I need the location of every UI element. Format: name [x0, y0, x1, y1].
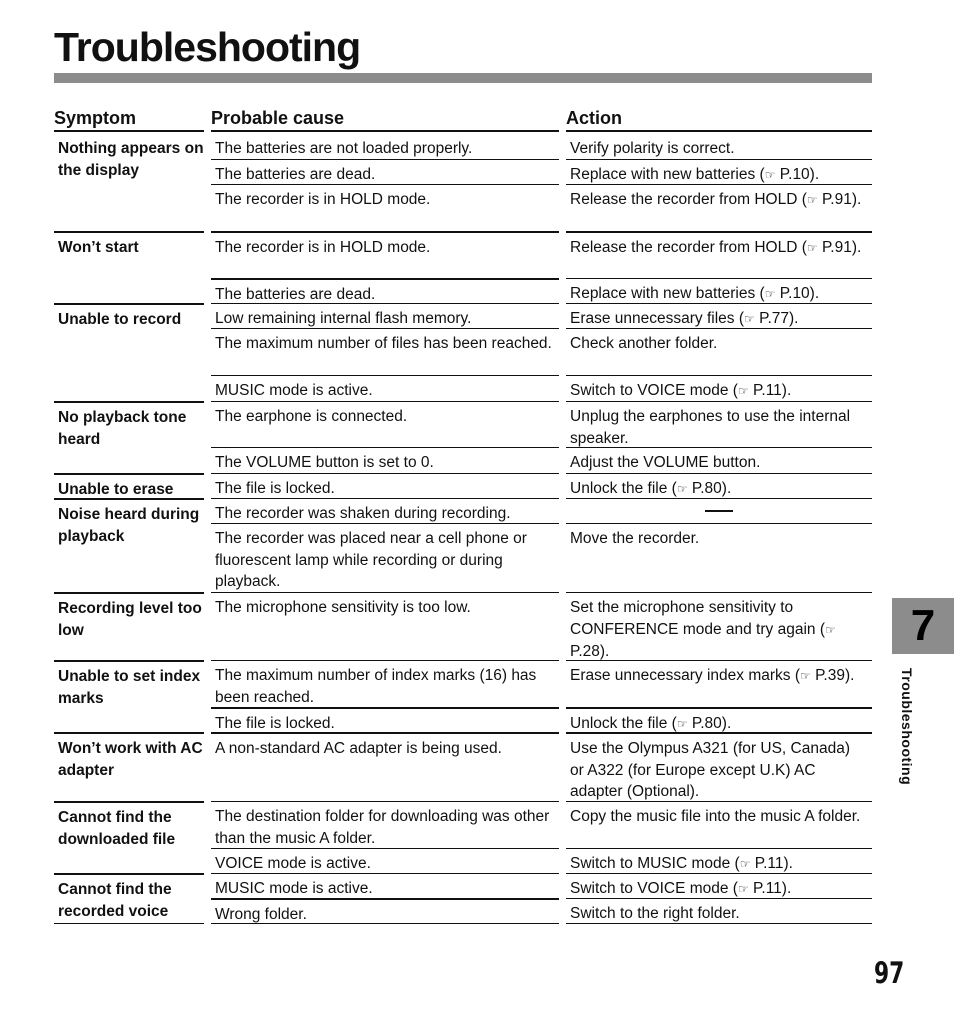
- cause-cell: The recorder was placed near a cell phone or fluorescent lamp while recording or during playback.: [211, 523, 559, 593]
- action-cell: Unlock the file (☞ P.80).: [566, 707, 872, 736]
- cause-cell: Low remaining internal flash memory.: [211, 303, 559, 330]
- action-cell: Switch to MUSIC mode (☞ P.11).: [566, 848, 872, 876]
- cause-cell: The maximum number of files has been reached.: [211, 328, 559, 355]
- symptom-group: [54, 732, 204, 779]
- hand-pointer-icon: ☞: [676, 717, 688, 731]
- hand-pointer-icon: ☞: [824, 622, 836, 637]
- cause-cell: The file is locked.: [211, 473, 559, 500]
- action-cell: Switch to VOICE mode (☞ P.11).: [566, 375, 872, 403]
- action-cell: Erase unnecessary index marks (☞ P.39).: [566, 660, 872, 688]
- action-cell: Unplug the earphones to use the internal speaker.: [566, 401, 872, 449]
- cause-cell: The file is locked.: [211, 707, 559, 735]
- page-number: 97: [874, 956, 905, 990]
- symptom-group: [54, 498, 204, 545]
- action-cell: Replace with new batteries (☞ P.10).: [566, 159, 872, 187]
- cause-cell: The batteries are dead.: [211, 159, 559, 186]
- symptom-label: Unable to record: [58, 311, 182, 328]
- chapter-tab: 7: [892, 598, 954, 654]
- action-cell: Release the recorder from HOLD (☞ P.91).: [566, 184, 872, 212]
- cause-cell: The recorder is in HOLD mode.: [211, 184, 559, 211]
- hand-pointer-icon: ☞: [739, 857, 751, 871]
- cause-cell: VOICE mode is active.: [211, 848, 559, 875]
- symptom-label: Recording level too low: [58, 600, 202, 639]
- cause-cell: Wrong folder.: [211, 898, 559, 926]
- action-cell: Verify polarity is correct.: [570, 140, 735, 157]
- cause-cell: The batteries are not loaded properly.: [215, 140, 473, 157]
- symptom-group: [54, 873, 204, 920]
- action-cell: Check another folder.: [566, 328, 872, 355]
- dash-mark: [705, 510, 733, 512]
- symptom-label: Cannot find the downloaded file: [58, 809, 176, 848]
- hand-pointer-icon: ☞: [676, 482, 688, 496]
- symptom-label: No playback tone heard: [58, 409, 187, 448]
- symptom-label: Nothing appears on the display: [58, 140, 204, 179]
- symptom-group: [54, 473, 204, 498]
- action-cell: Set the microphone sensitivity to CONFERENCE mode and try again (☞ P.28).: [566, 592, 872, 663]
- hand-pointer-icon: ☞: [806, 193, 818, 207]
- hand-pointer-icon: ☞: [737, 882, 749, 896]
- symptom-label: Noise heard during playback: [58, 506, 200, 545]
- header-probable-cause: Probable cause: [211, 108, 559, 132]
- symptom-group: [54, 592, 204, 639]
- hand-pointer-icon: ☞: [764, 287, 776, 301]
- hand-pointer-icon: ☞: [737, 384, 749, 398]
- cause-cell: The VOLUME button is set to 0.: [211, 447, 559, 474]
- symptom-group: [54, 801, 204, 848]
- symptom-group: [54, 231, 204, 256]
- action-cell: Release the recorder from HOLD (☞ P.91).: [566, 231, 872, 260]
- symptom-group: [54, 401, 204, 448]
- cause-cell: The batteries are dead.: [211, 278, 559, 306]
- header-symptom: Symptom: [54, 108, 204, 132]
- symptom-group: [54, 660, 204, 707]
- symptom-label: Unable to set index marks: [58, 668, 201, 707]
- action-cell: Use the Olympus A321 (for US, Canada) or A322 (for Europe except U.K) AC adapter (Optional).: [566, 732, 872, 803]
- action-cell: Unlock the file (☞ P.80).: [566, 473, 872, 501]
- table-bottom-rule: [566, 923, 872, 924]
- action-cell: Erase unnecessary files (☞ P.77).: [566, 303, 872, 331]
- page-title: Troubleshooting: [54, 24, 361, 70]
- title-underline-bar: [54, 73, 872, 83]
- table-bottom-rule: [211, 923, 559, 924]
- symptom-group: [54, 303, 204, 328]
- cause-cell: MUSIC mode is active.: [211, 375, 559, 402]
- cause-cell: The microphone sensitivity is too low.: [211, 592, 559, 619]
- symptom-label: Cannot find the recorded voice: [58, 881, 172, 920]
- action-cell: Replace with new batteries (☞ P.10).: [566, 278, 872, 306]
- symptom-label: Unable to erase: [58, 481, 174, 498]
- header-action: Action: [566, 108, 872, 132]
- hand-pointer-icon: ☞: [806, 241, 818, 255]
- cause-cell: The earphone is connected.: [211, 401, 559, 428]
- action-cell-empty: [566, 498, 872, 524]
- hand-pointer-icon: ☞: [744, 312, 755, 326]
- action-cell: Switch to the right folder.: [566, 898, 872, 925]
- action-cell: Move the recorder.: [566, 523, 872, 550]
- cause-cell: A non-standard AC adapter is being used.: [211, 732, 559, 760]
- hand-pointer-icon: ☞: [800, 669, 811, 683]
- cause-cell: The recorder is in HOLD mode.: [211, 231, 559, 259]
- table-bottom-rule: [54, 923, 204, 924]
- cause-cell: The destination folder for downloading was other than the music A folder.: [211, 801, 559, 849]
- chapter-tab-label: Troubleshooting: [899, 668, 915, 786]
- cause-cell: The maximum number of index marks (16) has been reached.: [211, 660, 559, 708]
- cause-cell: The recorder was shaken during recording.: [211, 498, 559, 525]
- hand-pointer-icon: ☞: [764, 168, 776, 182]
- action-cell: Copy the music file into the music A folder.: [566, 801, 872, 828]
- symptom-label: Won’t work with AC adapter: [58, 740, 203, 779]
- symptom-label: Won’t start: [58, 239, 139, 256]
- action-cell: Adjust the VOLUME button.: [566, 447, 872, 474]
- action-cell: Switch to VOICE mode (☞ P.11).: [566, 873, 872, 901]
- cause-cell: MUSIC mode is active.: [211, 873, 559, 900]
